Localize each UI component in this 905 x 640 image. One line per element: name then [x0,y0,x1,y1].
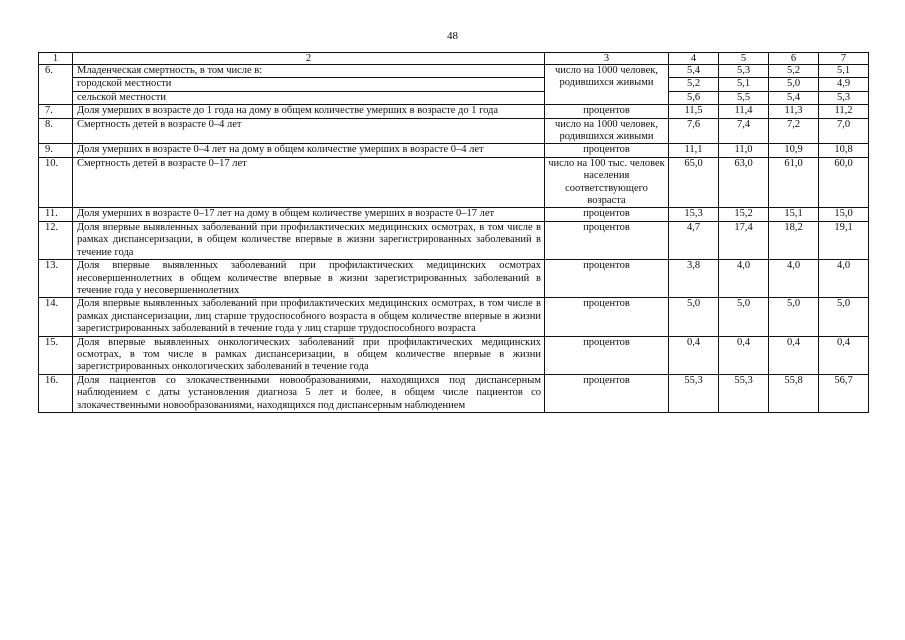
row-number: 16. [39,374,73,412]
value-cell: 55,3 [669,374,719,412]
value-cell: 0,4 [719,336,769,374]
column-header: 5 [719,53,769,65]
value-cell: 4,0 [719,260,769,298]
value-cell: 60,0 [819,157,869,208]
value-cell: 5,1 [719,78,769,91]
row-number: 14. [39,298,73,336]
indicator-cell: Доля впервые выявленных онкологических заболеваний при профилактических медицинских осмотрах, в том числе в рамках диспансеризации, в общем количестве впервые в жизни зарегистрированных онкологических заболеваний в течение года [73,336,545,374]
value-cell: 5,1 [819,65,869,78]
value-cell: 0,4 [669,336,719,374]
value-cell: 7,4 [719,118,769,144]
value-cell: 5,2 [769,65,819,78]
indicator-cell: Смертность детей в возрасте 0–17 лет [73,157,545,208]
unit-cell: процентов [545,374,669,412]
value-cell: 4,7 [669,221,719,259]
column-header: 7 [819,53,869,65]
value-cell: 15,2 [719,208,769,221]
value-cell: 5,3 [719,65,769,78]
value-cell: 17,4 [719,221,769,259]
value-cell: 61,0 [769,157,819,208]
value-cell: 11,2 [819,105,869,118]
unit-cell: процентов [545,221,669,259]
value-cell: 5,5 [719,91,769,104]
row-number: 9. [39,144,73,157]
value-cell: 0,4 [769,336,819,374]
value-cell: 5,0 [819,298,869,336]
value-cell: 5,0 [719,298,769,336]
table-row [39,298,869,336]
value-cell: 10,8 [819,144,869,157]
table-subrow [39,91,869,104]
row-number: 12. [39,221,73,259]
table-row [39,374,869,412]
table-row [39,208,869,221]
value-cell: 5,4 [769,91,819,104]
row-number: 15. [39,336,73,374]
value-cell: 5,0 [769,298,819,336]
page-number: 48 [447,30,458,42]
value-cell: 7,2 [769,118,819,144]
indicator-cell: городской местности [73,78,545,91]
indicator-cell: Доля умерших в возрасте 0–17 лет на дому в общем количестве умерших в возрасте 0–17 лет [73,208,545,221]
row-number: 6. [39,65,73,105]
unit-cell: число на 100 тыс. человек населения соответствующего возраста [545,157,669,208]
value-cell: 63,0 [719,157,769,208]
value-cell: 56,7 [819,374,869,412]
unit-cell: процентов [545,144,669,157]
value-cell: 55,8 [769,374,819,412]
value-cell: 15,3 [669,208,719,221]
value-cell: 5,0 [669,298,719,336]
value-cell: 3,8 [669,260,719,298]
table-row [39,118,869,144]
value-cell: 0,4 [819,336,869,374]
indicator-cell: Доля впервые выявленных заболеваний при профилактических медицинских осмотрах, в том числе в рамках диспансеризации, в общем количестве впервые в жизни зарегистрированных заболеваний в течение года [73,221,545,259]
indicator-cell: Доля впервые выявленных заболеваний при профилактических медицинских осмотрах, в том числе в рамках диспансеризации, лиц старше трудоспособного возраста в общем количестве впервые в жизни зарегистрированных заболеваний в течение года у лиц старше трудоспособного возраста [73,298,545,336]
indicator-cell: сельской местности [73,91,545,104]
table-subrow [39,78,869,91]
value-cell: 5,4 [669,65,719,78]
indicator-cell: Младенческая смертность, в том числе в: [73,65,545,78]
row-number: 7. [39,105,73,118]
table-row [39,260,869,298]
indicator-cell: Доля пациентов со злокачественными новообразованиями, находящихся под диспансерным наблюдением с даты установления диагноза 5 лет и более, в общем числе пациентов со злокачественными новообразованиями, находящихся под диспансерным наблюдением [73,374,545,412]
indicator-cell: Доля впервые выявленных заболеваний при профилактических медицинских осмотрах несовершеннолетних в общем количестве впервые в жизни зарегистрированных заболеваний в течение года у несовершеннолетних [73,260,545,298]
unit-cell: процентов [545,208,669,221]
value-cell: 5,3 [819,91,869,104]
table-header-row [39,53,869,65]
row-number: 10. [39,157,73,208]
indicator-cell: Смертность детей в возрасте 0–4 лет [73,118,545,144]
value-cell: 55,3 [719,374,769,412]
unit-cell: процентов [545,336,669,374]
value-cell: 15,1 [769,208,819,221]
value-cell: 7,0 [819,118,869,144]
value-cell: 65,0 [669,157,719,208]
value-cell: 11,0 [719,144,769,157]
value-cell: 7,6 [669,118,719,144]
value-cell: 11,5 [669,105,719,118]
column-header: 2 [73,53,545,65]
unit-cell: число на 1000 человек, родившихся живыми [545,118,669,144]
table-row [39,65,869,78]
indicators-table [38,52,869,413]
row-number: 13. [39,260,73,298]
row-number: 8. [39,118,73,144]
value-cell: 4,0 [769,260,819,298]
value-cell: 4,9 [819,78,869,91]
value-cell: 11,3 [769,105,819,118]
column-header: 3 [545,53,669,65]
column-header: 6 [769,53,819,65]
table-row [39,336,869,374]
table-row [39,144,869,157]
table-row [39,221,869,259]
value-cell: 5,0 [769,78,819,91]
table-row [39,105,869,118]
unit-cell: число на 1000 человек, родившихся живыми [545,65,669,105]
row-number: 11. [39,208,73,221]
value-cell: 10,9 [769,144,819,157]
value-cell: 4,0 [819,260,869,298]
unit-cell: процентов [545,105,669,118]
table-row [39,157,869,208]
value-cell: 11,4 [719,105,769,118]
column-header: 4 [669,53,719,65]
unit-cell: процентов [545,298,669,336]
value-cell: 5,6 [669,91,719,104]
value-cell: 5,2 [669,78,719,91]
indicator-cell: Доля умерших в возрасте 0–4 лет на дому в общем количестве умерших в возрасте 0–4 лет [73,144,545,157]
column-header: 1 [39,53,73,65]
value-cell: 15,0 [819,208,869,221]
indicator-cell: Доля умерших в возрасте до 1 года на дому в общем количестве умерших в возрасте до 1 года [73,105,545,118]
unit-cell: процентов [545,260,669,298]
value-cell: 19,1 [819,221,869,259]
value-cell: 18,2 [769,221,819,259]
value-cell: 11,1 [669,144,719,157]
